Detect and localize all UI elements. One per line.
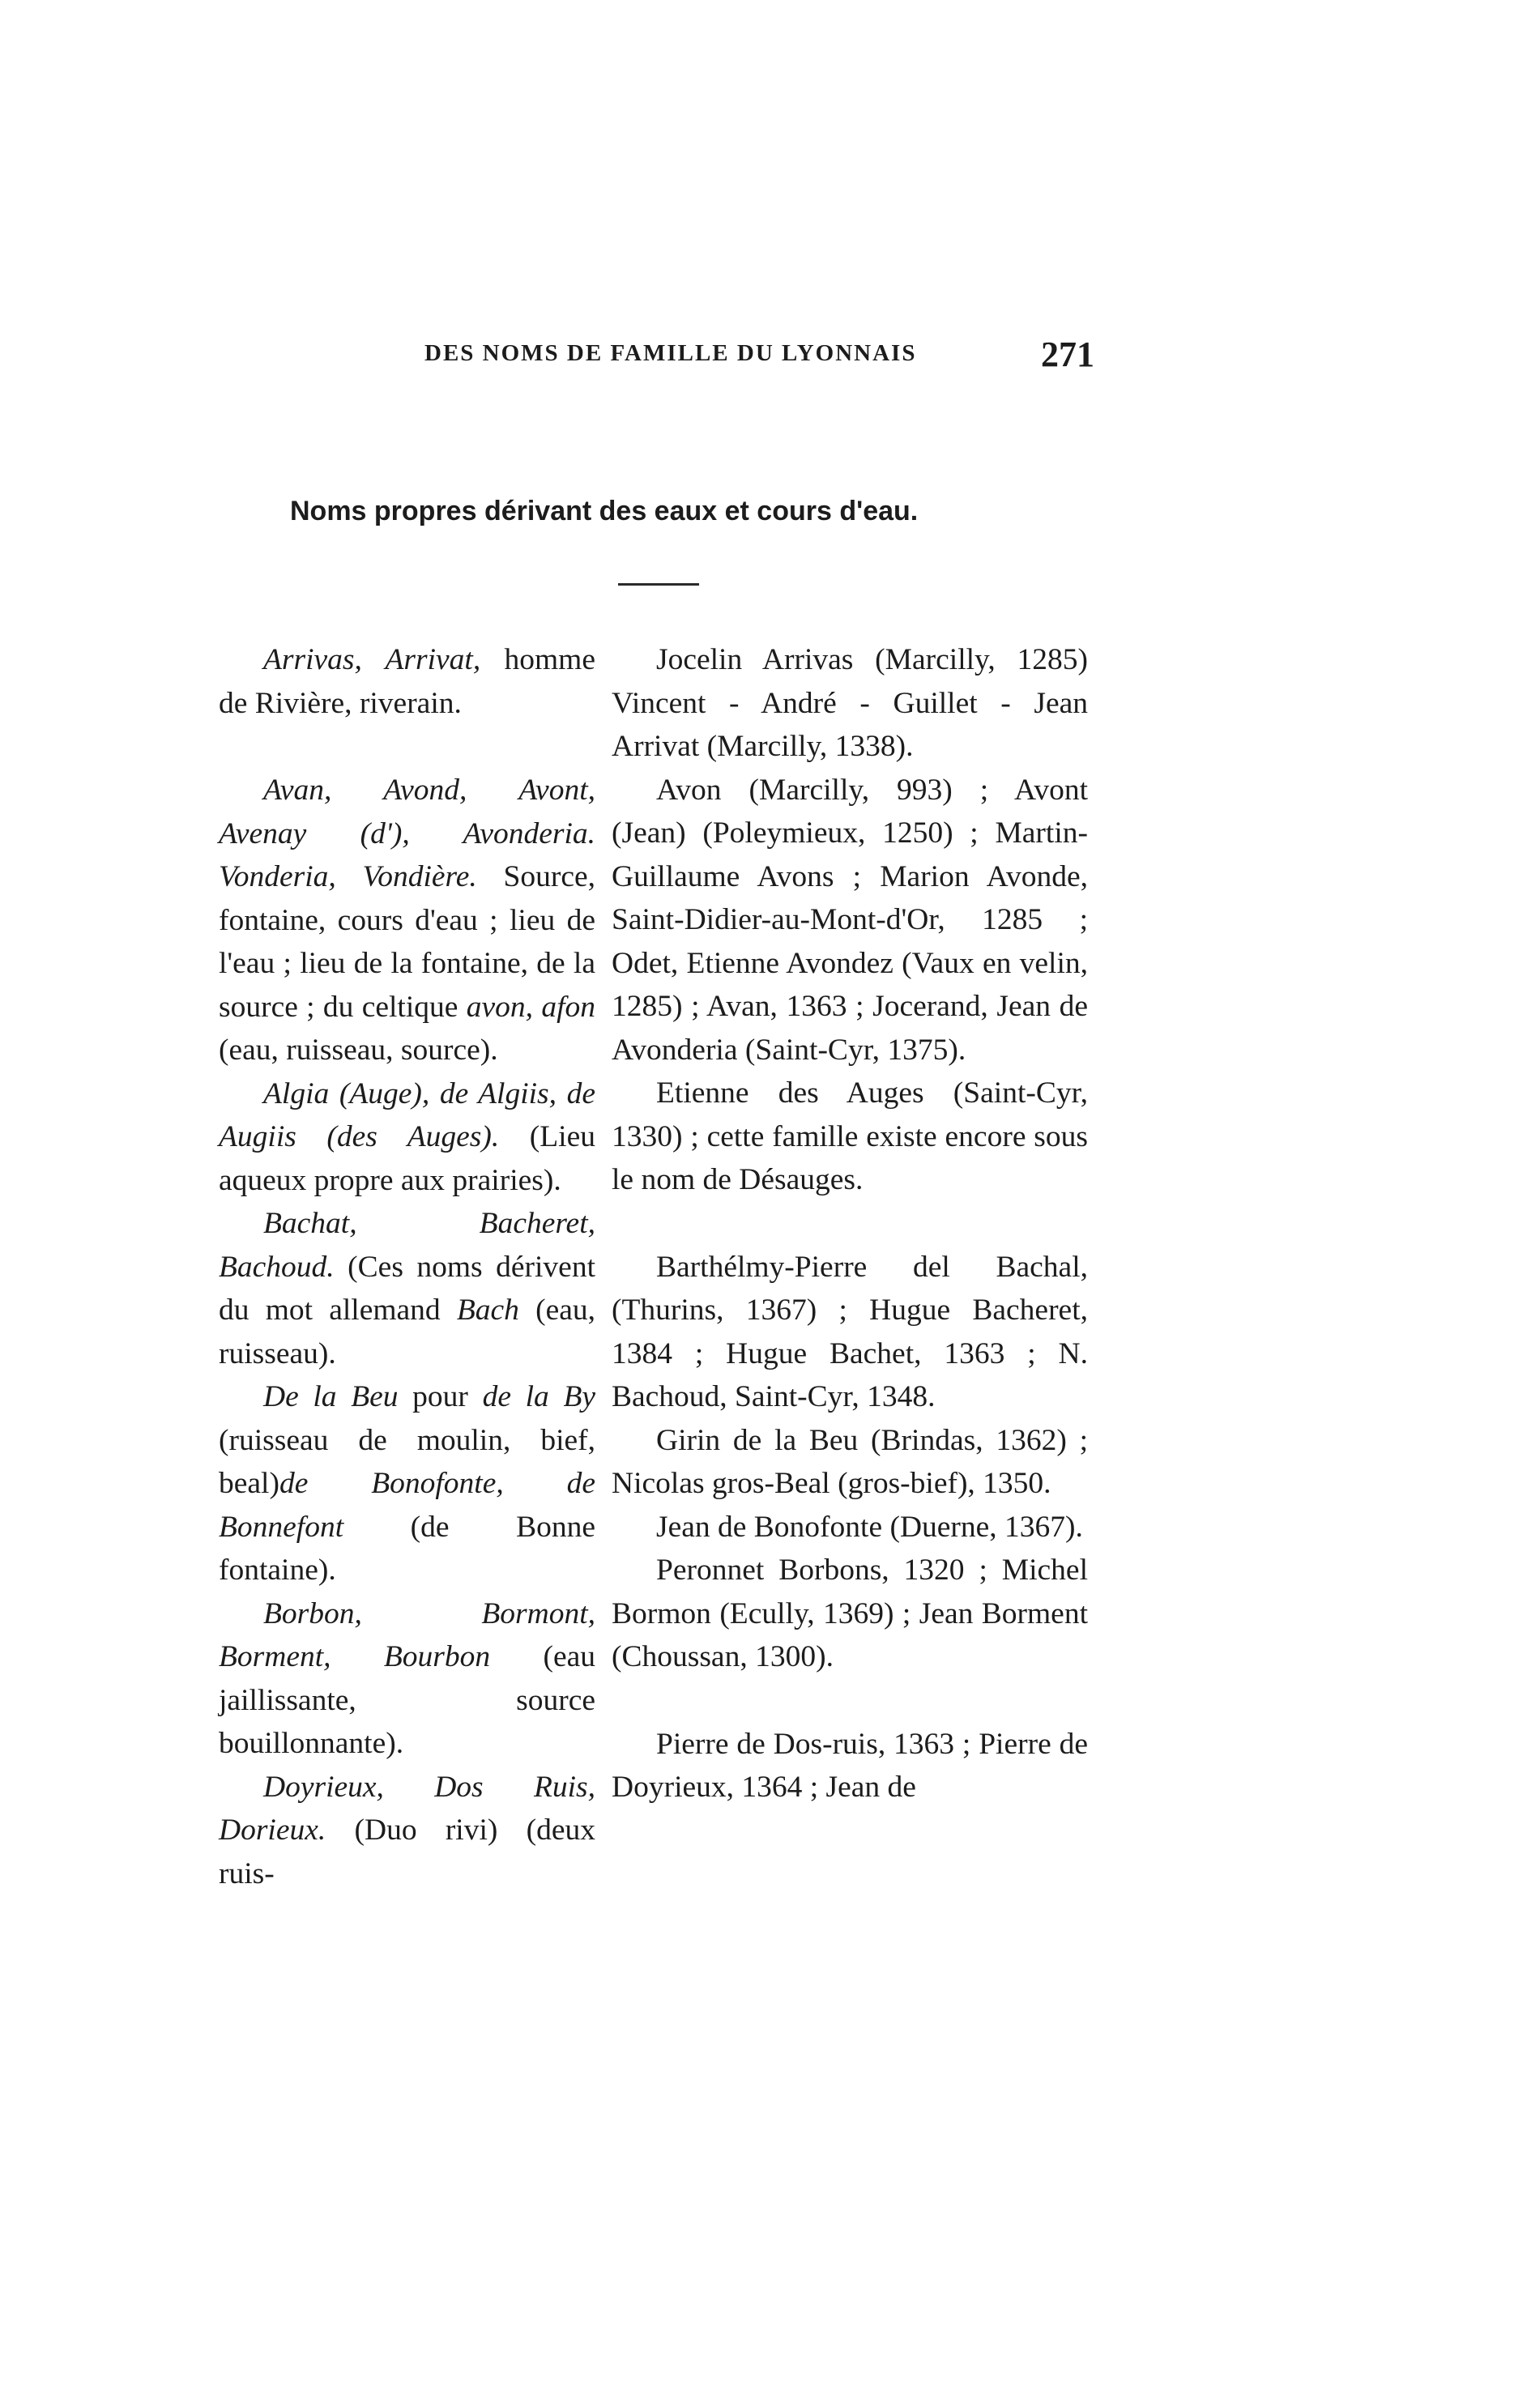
- etymology-italic: Bach: [456, 1294, 519, 1327]
- entry-arrivas-examples: Jocelin Arrivas (Marcilly, 1285) Vincent - André - Guillet - Jean Arrivat (Marcilly, 1338).: [612, 643, 1088, 763]
- etymology-text: (Duo rivi) (deux ruis-: [219, 1813, 596, 1890]
- examples-column: [612, 638, 1088, 1809]
- entry-algia-examples: Etienne des Auges (Saint-Cyr, 1330) ; cette famille existe encore sous le nom de Désauges.: [612, 1076, 1088, 1196]
- entry-beu-examples: Girin de la Beu (Brindas, 1362) ; Nicolas gros-Beal (gros-bief), 1350.: [612, 1423, 1088, 1500]
- surname-variants: Borbon, Bormont, Borment, Bourbon: [219, 1596, 595, 1673]
- entry-bachat-etymology: [219, 1202, 595, 1375]
- entry-doyrieux-examples: Pierre de Dos-ruis, 1363 ; Pierre de Doyrieux, 1364 ; Jean de: [612, 1727, 1088, 1804]
- entry-avan-etymology: [219, 769, 595, 1072]
- etymology-italic: avon, afon: [466, 990, 595, 1024]
- etymology-text: pour: [412, 1380, 468, 1413]
- surname-variants: Avan, Avond, Avont, Avenay (d'), Avonderia. Vonderia, Vondière.: [219, 774, 595, 893]
- entry-arrivas-etymology: [219, 638, 595, 725]
- etymology-text: (eau, ruisseau, source).: [219, 1034, 498, 1067]
- etymology-text: (eau jaillissante, source bouillonnante).: [219, 1640, 595, 1760]
- running-header: DES NOMS DE FAMILLE DU LYONNAIS: [424, 340, 917, 366]
- entry-avan-examples: Avon (Marcilly, 993) ; Avont (Jean) (Poleymieux, 1250) ; Martin-Guillaume Avons ; Marion Avonde, Saint-Didier-au-Mont-d'Or, 1285 ; Odet, Etienne Avondez (Vaux en velin, 1285) ; Avan, 1363 ; Jocerand, Jean de Avonderia (Saint-Cyr, 1375).: [612, 773, 1088, 1067]
- surname-variants: Bachat, Bacheret, Bachoud.: [219, 1207, 595, 1284]
- surname-variants: Algia (Auge), de Algiis, de Augiis (des Auges).: [219, 1076, 595, 1153]
- etymology-text: homme de Rivière, riverain.: [219, 643, 595, 720]
- section-title: Noms propres dérivant des eaux et cours d'eau.: [290, 496, 919, 526]
- entry-beu-etymology: [219, 1375, 595, 1592]
- etymology-column: [219, 638, 595, 1895]
- etymology-text: (Ces noms dérivent du mot allemand: [219, 1250, 595, 1327]
- surname-variants: Doyrieux, Dos Ruis, Dorieux.: [219, 1770, 595, 1847]
- entry-borbon-etymology: [219, 1592, 595, 1766]
- etymology-text: (Lieu aqueux propre aux prairies).: [219, 1120, 595, 1197]
- entry-bachat-examples: Barthélmy-Pierre del Bachal, (Thurins, 1367) ; Hugue Bacheret, 1384 ; Hugue Bachet, 1363 ; N. Bachoud, Saint-Cyr, 1348.: [612, 1250, 1088, 1413]
- etymology-italic: de Bonofonte, de Bonnefont: [219, 1467, 595, 1544]
- etymology-text: Source, fontaine, cours d'eau ; lieu de l'eau ; lieu de la fontaine, de la source ; du celtique: [219, 860, 595, 1024]
- etymology-text: (de Bonne fontaine).: [219, 1510, 595, 1587]
- etymology-italic: de la By: [482, 1380, 595, 1413]
- entry-doyrieux-etymology: [219, 1766, 595, 1896]
- entry-borbon-examples: Peronnet Borbons, 1320 ; Michel Bormon (Ecully, 1369) ; Jean Borment (Choussan, 1300).: [612, 1553, 1088, 1673]
- etymology-text: (ruisseau de moulin, bief, beal): [219, 1423, 595, 1500]
- surname-variants: De la Beu: [263, 1380, 399, 1413]
- entry-bonofonte-examples: Jean de Bonofonte (Duerne, 1367).: [656, 1510, 1083, 1544]
- divider-rule: [618, 583, 699, 586]
- surname-variants: Arrivas, Arrivat,: [263, 643, 481, 676]
- entry-algia-etymology: [219, 1072, 595, 1203]
- page-number: 271: [1041, 335, 1094, 374]
- etymology-text: (eau, ruisseau).: [219, 1294, 595, 1370]
